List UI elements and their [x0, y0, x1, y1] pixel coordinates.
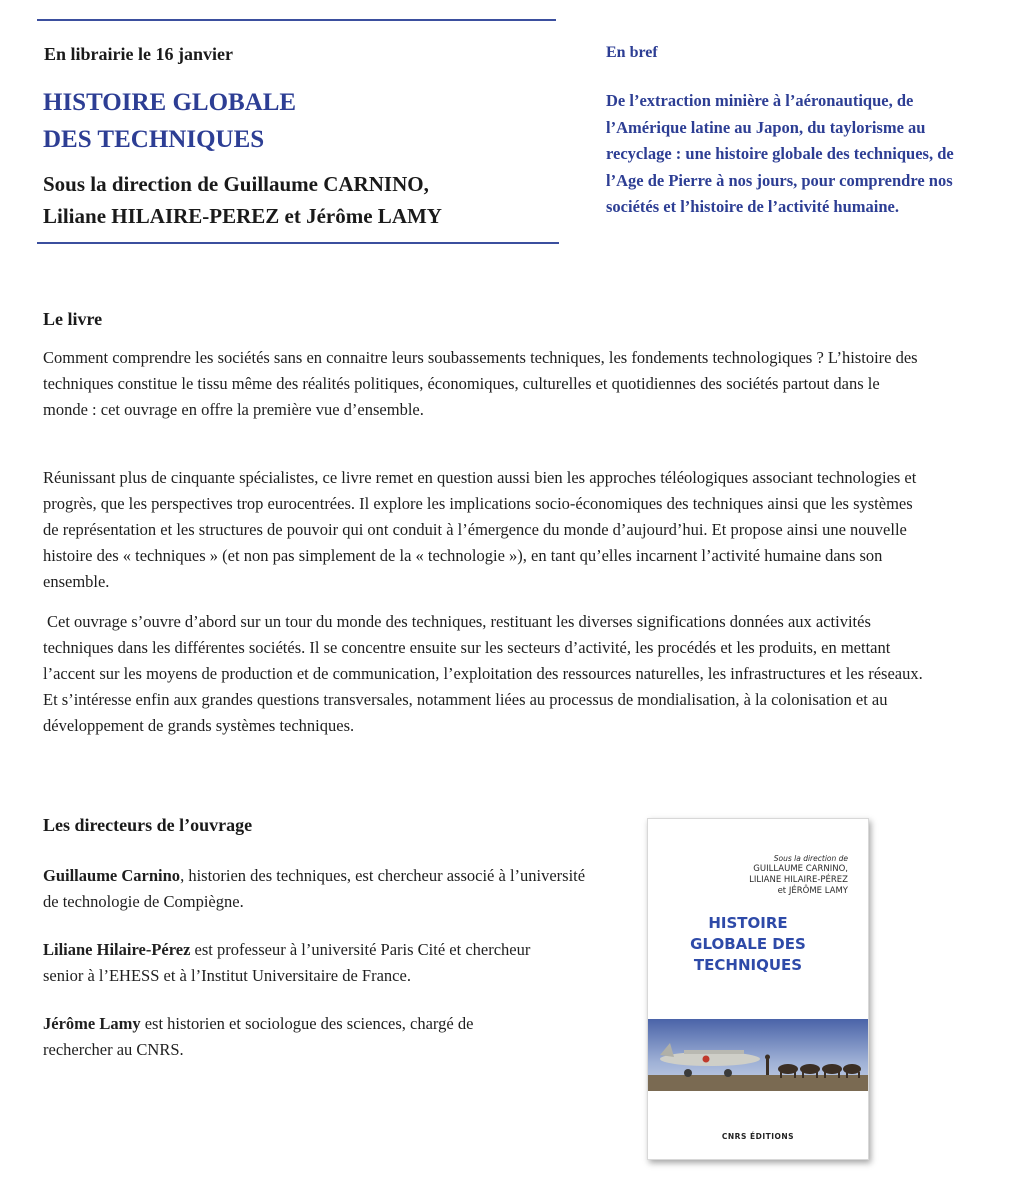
- cover-editor-3: et JÉRÔME LAMY: [777, 886, 848, 896]
- cover-title: [648, 913, 848, 976]
- directors-heading: Les directeurs de l’ouvrage: [43, 815, 253, 835]
- header-top-rule: [37, 19, 556, 21]
- editors-line-1: Sous la direction de Guillaume CARNINO,: [43, 172, 429, 196]
- brief-heading: En bref: [606, 44, 658, 61]
- cover-lead: Sous la direction de: [773, 854, 848, 863]
- book-heading: Le livre: [43, 309, 103, 329]
- director-hilaire-perez: [43, 937, 563, 989]
- editors: [43, 168, 442, 232]
- cover-editors: [749, 853, 848, 897]
- cover-title-2: GLOBALE DES: [690, 935, 806, 953]
- cover-editor-1: GUILLAUME CARNINO,: [753, 864, 848, 874]
- editors-line-2: Liliane HILAIRE-PEREZ et Jérôme LAMY: [43, 204, 442, 228]
- director-carnino: [43, 863, 603, 915]
- title-line-2: DES TECHNIQUES: [43, 126, 265, 153]
- director-desc: est professeur à l’université Paris Cité et chercheur senior à l’EHESS et à l’Institut Universitaire de France.: [43, 940, 531, 985]
- director-lamy: [43, 1011, 543, 1063]
- book-cover-image: [647, 818, 869, 1160]
- page-title: [43, 84, 296, 158]
- cover-illustration: [648, 1019, 868, 1091]
- director-desc: est historien et sociologue des sciences, chargé de rechercher au CNRS.: [43, 1014, 474, 1059]
- book-paragraph-2: Réunissant plus de cinquante spécialistes, ce livre remet en question aussi bien les approches téléologiques associant technologies et progrès, que les perspectives trop eurocentrées. Il explore les implications socio-économiques des techniques ainsi que les systèmes de représentation et les structures de pouvoir qui ont conduit à l’émergence du monde d’aujourd’hui. Et propose ainsi une nouvelle histoire des « techniques » (et non pas simplement de la « technologie »), en tant qu’elles incarnent l’activité humaine dans son ensemble.: [43, 468, 917, 591]
- director-name: Jérôme Lamy: [43, 1014, 141, 1033]
- director-name: Guillaume Carnino: [43, 866, 181, 885]
- cover-title-3: TECHNIQUES: [693, 956, 803, 974]
- release-date: En librairie le 16 janvier: [44, 44, 233, 64]
- director-name: Liliane Hilaire-Pérez: [43, 940, 191, 959]
- title-line-1: HISTOIRE GLOBALE: [43, 89, 297, 116]
- header-bottom-rule: [37, 242, 559, 244]
- cover-publisher: CNRS ÉDITIONS: [721, 1132, 795, 1141]
- cover-title-1: HISTOIRE: [708, 914, 788, 932]
- cover-editor-2: LILIANE HILAIRE-PÉREZ: [749, 875, 848, 885]
- book-paragraph-1: Comment comprendre les sociétés sans en connaitre leurs soubassements techniques, les fondements technologiques ? L’histoire des techniques constitue le tissu même des réalités politiques, économiques, culturelles et quotidiennes des sociétés partout dans le monde : cet ouvrage en offre la première vue d’ensemble.: [43, 348, 918, 419]
- director-desc: , historien des techniques, est chercheur associé à l’université de technologie de Compiègne.: [43, 866, 586, 911]
- book-paragraph-3: Cet ouvrage s’ouvre d’abord sur un tour du monde des techniques, restituant les diverses significations données aux activités techniques dans les différentes sociétés. Il se concentre ensuite sur les secteurs d’activité, les procédés et les produits, en mettant l’accent sur les moyens de production et de communication, l’exploitation des ressources naturelles, les infrastructures et les réseaux. Et s’intéresse enfin aux grandes questions transversales, notamment liées au processus de mondialisation, à la colonisation et au développement de grands systèmes techniques.: [43, 612, 923, 735]
- brief-text: De l’extraction minière à l’aéronautique, de l’Amérique latine au Japon, du taylorisme au recyclage : une histoire globale des techniques, de l’Age de Pierre à nos jours, pour comprendre nos sociétés et l’histoire de l’activité humaine.: [606, 91, 954, 216]
